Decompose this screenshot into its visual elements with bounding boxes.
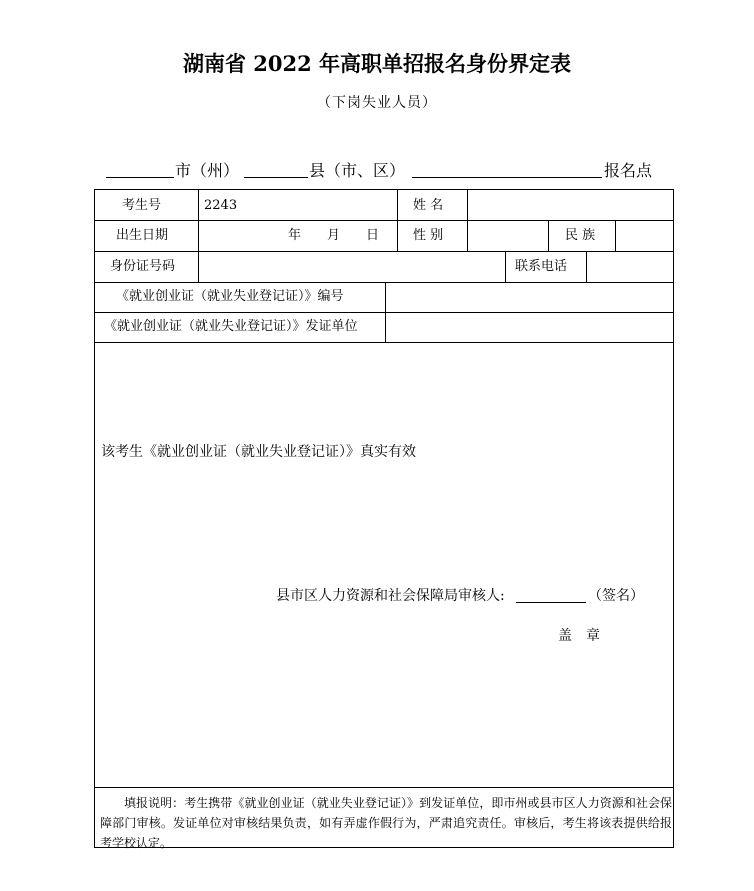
site-blank[interactable] xyxy=(412,177,602,178)
col-divider xyxy=(198,189,199,282)
signature-label: （签名） xyxy=(588,588,644,604)
city-label: 市（州） xyxy=(175,161,240,180)
row-divider xyxy=(94,282,674,283)
col-divider xyxy=(548,220,549,251)
phone-field[interactable] xyxy=(589,254,672,280)
row-divider xyxy=(94,220,674,221)
seal-label: 盖 章 xyxy=(558,628,600,644)
col-divider xyxy=(586,251,587,282)
cert-no-label: 《就业创业证（就业失业登记证）》编号 xyxy=(116,289,344,304)
reviewer-label: 县市区人力资源和社会保障局审核人: xyxy=(276,588,505,604)
phone-label: 联系电话 xyxy=(515,259,568,274)
city-blank[interactable] xyxy=(106,177,174,178)
gender-field[interactable] xyxy=(470,223,546,249)
row-divider xyxy=(94,342,674,343)
row-divider xyxy=(94,251,674,252)
id-label: 身份证号码 xyxy=(110,259,176,274)
exam-no-label: 考生号 xyxy=(122,198,162,213)
county-label: 县（市、区） xyxy=(309,161,406,180)
cert-no-field[interactable] xyxy=(388,285,672,310)
col-divider xyxy=(397,189,398,251)
birth-field[interactable]: 年 月 日 xyxy=(288,228,380,243)
statement-text: 该考生《就业创业证（就业失业登记证）》真实有效 xyxy=(101,444,416,460)
exam-no-value[interactable]: 2243 xyxy=(204,198,238,213)
id-field[interactable] xyxy=(201,254,503,280)
site-label: 报名点 xyxy=(604,161,653,180)
filling-instructions: 填报说明：考生携带《就业创业证（就业失业登记证）》到发证单位，即市州或县市区人力资源和社会保障部门审核。发证单位对审核结果负责，如有弄虚作假行为，严肃追究责任。审核后，考生将该表提供给报考学校认定。 xyxy=(100,796,672,850)
col-divider xyxy=(505,251,506,282)
birth-label: 出生日期 xyxy=(116,228,169,243)
name-field[interactable] xyxy=(470,192,672,218)
ethnicity-field[interactable] xyxy=(618,223,672,249)
name-label: 姓 名 xyxy=(413,198,444,213)
reviewer-signature-blank[interactable] xyxy=(516,602,586,603)
cert-issuer-field[interactable] xyxy=(388,315,672,340)
col-divider xyxy=(615,220,616,251)
cert-issuer-label: 《就业创业证（就业失业登记证）》发证单位 xyxy=(104,319,358,334)
gender-label: 性 别 xyxy=(413,228,444,243)
county-blank[interactable] xyxy=(244,177,308,178)
col-divider xyxy=(385,282,386,342)
row-divider xyxy=(94,787,674,788)
ethnicity-label: 民 族 xyxy=(565,228,596,243)
col-divider xyxy=(467,189,468,251)
row-divider xyxy=(94,312,674,313)
page-title: 湖南省 2022 年高职单招报名身份界定表 xyxy=(182,51,572,76)
page-subtitle: （下岗失业人员） xyxy=(317,95,437,111)
